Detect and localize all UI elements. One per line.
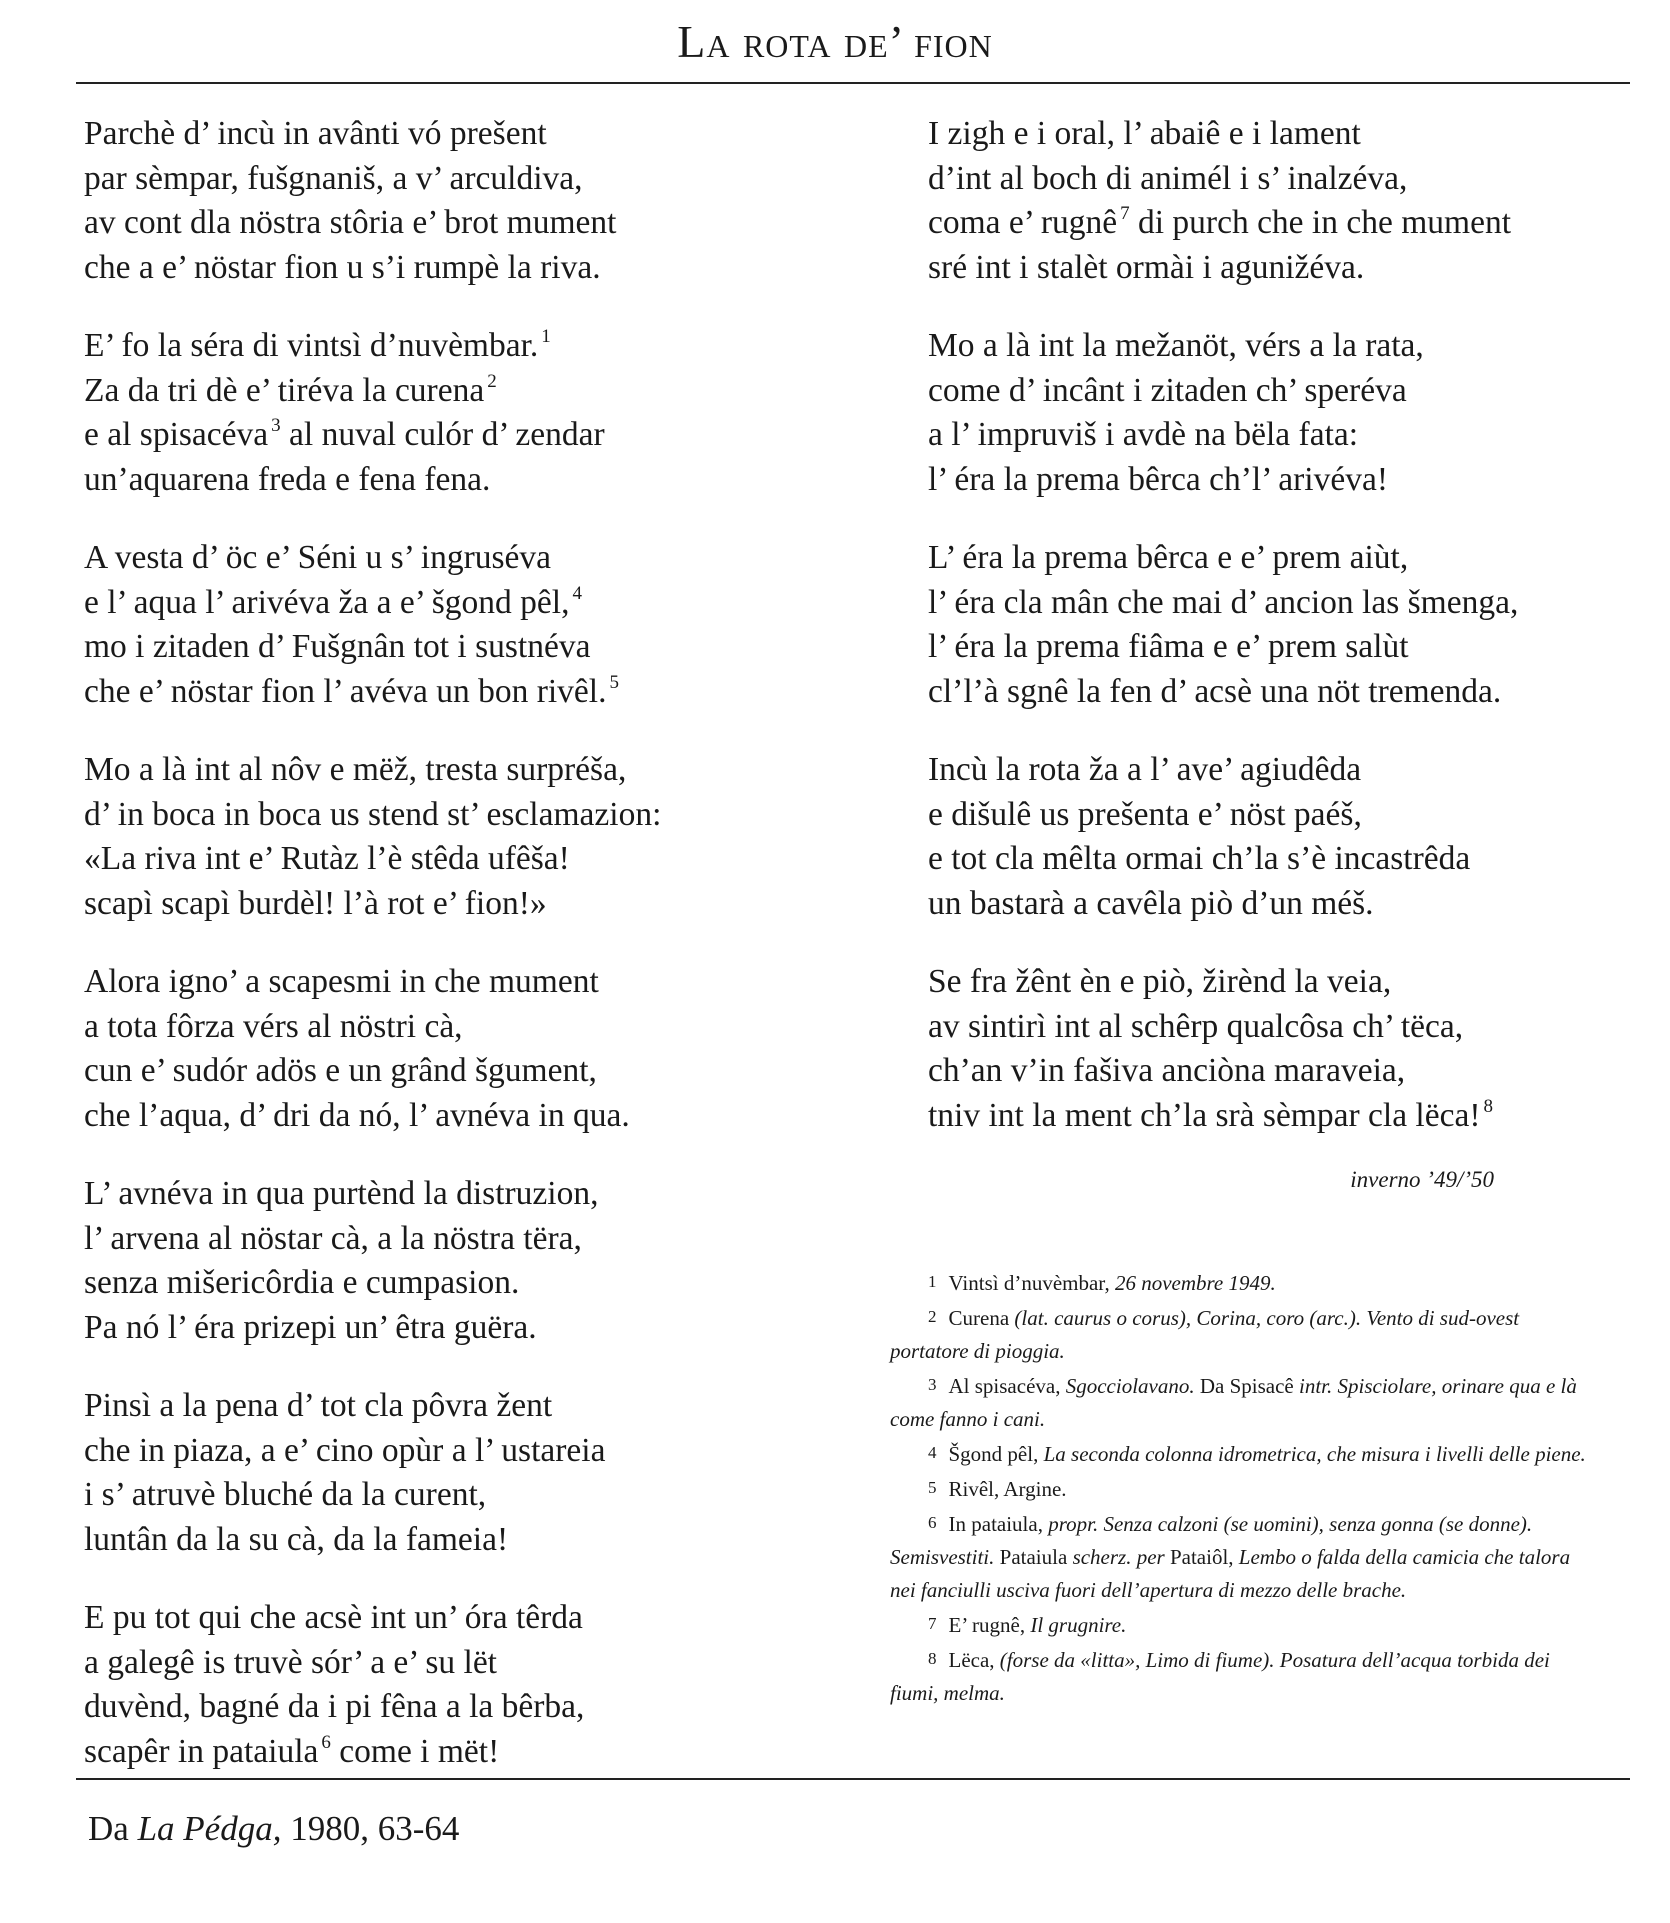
page-title: La rota de’ fion <box>677 16 993 67</box>
footnote: 5 Rivêl, Argine. <box>928 1477 1067 1501</box>
poem-line: l’ éra la prema fiâma e e’ prem salùt <box>928 628 1409 665</box>
footnote-mark: 7 <box>1120 203 1130 224</box>
poem-line: senza mišericôrdia e cumpasion. <box>84 1264 520 1301</box>
poem-line: e tot cla mêlta ormai ch’la s’è incastrêda <box>928 840 1471 877</box>
poem-line: Incù la rota ža a l’ ave’ agiudêda <box>928 751 1362 788</box>
stanza <box>84 748 844 926</box>
poem-line: «La riva int e’ Rutàz l’è stêda ufêša! <box>84 840 570 877</box>
footnote: 6 In pataiula, propr. Senza calzoni (se uomini), senza gonna (se donne). Semisvestiti. Pataiula scherz. per Pataiôl, Lembo o falda della camicia che talora nei fanciulli usciva fuori dell’apertura di mezzo delle brache. <box>890 1512 1571 1602</box>
poem-right-column <box>928 112 1628 1203</box>
poem-line: un bastarà a cavêla piò d’un méš. <box>928 884 1374 922</box>
poem-line: e al spisacéva $^3$ al nuval culór d’ zendar <box>84 415 605 453</box>
poem-line: a tota fôrza vérs al nöstri cà, <box>84 1007 463 1045</box>
poem-line: av sintirì int al schêrp qualcôsa ch’ tëca, <box>928 1007 1464 1045</box>
poem-line: A vesta d’ öc e’ Séni u s’ ingruséva <box>84 539 552 576</box>
bottom-rule <box>76 1778 1630 1780</box>
poem-line: luntân da la su cà, da la fameia! <box>84 1520 509 1558</box>
poem-line: cl’l’à sgnê la fen d’ acsè una nöt tremenda. <box>928 672 1502 710</box>
poem-line: Se fra žênt èn e piò, žirènd la veia, <box>928 963 1392 1000</box>
poem-line: L’ avnéva in qua purtènd la distruzion, <box>84 1175 599 1212</box>
poem-line: a l’ impruviš i avdè na bëla fata: <box>928 416 1359 453</box>
poem-line: tniv int la ment ch’la srà sèmpar cla lëca! $^8$ <box>928 1095 1494 1134</box>
footnote-mark: 1 <box>541 326 551 347</box>
poem-line: L’ éra la prema bêrca e e’ prem aiùt, <box>928 539 1409 576</box>
footnote: 8 Lëca, (forse da «litta», Limo di fiume). Posatura dell’acqua torbida dei fiumi, melma. <box>890 1648 1550 1705</box>
poem-line: che a e’ nöstar fion u s’i rumpè la riva. <box>84 248 601 286</box>
poem-line: Mo a là int al nôv e mëž, tresta surpréša, <box>84 751 627 788</box>
poem-date: inverno ’49/’50 <box>1350 1167 1494 1192</box>
poem-line: Pinsì a la pena d’ tot cla pôvra žent <box>84 1387 553 1424</box>
poem-line: E’ fo la séra di vintsì d’nuvèmbar. $^1$ <box>84 326 551 364</box>
poem-line: d’ in boca in boca us stend st’ esclamazion: <box>84 795 662 833</box>
stanza <box>928 324 1628 502</box>
poem-line: mo i zitaden d’ Fušgnân tot i sustnéva <box>84 628 591 665</box>
footnote-mark: 3 <box>271 415 281 436</box>
poem-line: Za da tri dè e’ tiréva la curena $^2$ <box>84 370 497 409</box>
stanza <box>84 1384 844 1562</box>
stanza <box>84 536 844 714</box>
source-citation: Da La Pédga, 1980, 63-64 <box>88 1809 460 1848</box>
poem-line: come d’ incânt i zitaden ch’ speréva <box>928 371 1407 409</box>
poem-left-column <box>84 112 844 1808</box>
poem-line: Pa nó l’ éra prizepi un’ êtra guëra. <box>84 1308 537 1346</box>
footnote: 7 E’ rugnê, Il grugnire. <box>928 1613 1127 1637</box>
footnote: 2 Curena (lat. caurus o corus), Corina, coro (arc.). Vento di sud-ovest portatore di pioggia. <box>890 1306 1520 1363</box>
poem-line: e l’ aqua l’ arivéva ža a e’ šgond pêl, $^4$ <box>84 582 582 621</box>
stanza <box>84 960 844 1138</box>
poem-line: d’int al boch di animél i s’ inalzéva, <box>928 159 1408 197</box>
poem-line: Alora igno’ a scapesmi in che mument <box>84 963 599 1000</box>
poem-line: cun e’ sudór adös e un grând šgument, <box>84 1052 597 1089</box>
footnote-mark: 5 <box>609 671 619 693</box>
footnote: 3 Al spisacéva, Sgocciolavano. Da Spisacê intr. Spisciolare, orinare qua e là come fanno i cani. <box>890 1374 1577 1431</box>
stanza <box>928 112 1628 290</box>
poem-line: che e’ nöstar fion l’ avéva un bon rivêl. $^5$ <box>84 671 619 710</box>
stanza <box>84 1172 844 1350</box>
poem-line: E pu tot qui che acsè int un’ óra têrda <box>84 1599 583 1636</box>
poem-line: duvènd, bagné da i pi fêna a la bêrba, <box>84 1688 585 1725</box>
poem-line: I zigh e i oral, l’ abaiê e i lament <box>928 115 1361 152</box>
footnote-mark: 4 <box>572 582 582 604</box>
poem-line: av cont dla nöstra stôria e’ brot mument <box>84 204 617 241</box>
poem-line: sré int i stalèt ormài i agunižéva. <box>928 248 1365 286</box>
footnote-mark: 8 <box>1483 1095 1494 1117</box>
footnote: 4 Šgond pêl, La seconda colonna idrometrica, che misura i livelli delle piene. <box>928 1442 1586 1466</box>
footnote: 1 Vintsì d’nuvèmbar, 26 novembre 1949. <box>928 1271 1276 1295</box>
top-rule <box>76 82 1630 84</box>
poem-line: coma e’ rugnê $^7$ di purch che in che mument <box>928 203 1512 241</box>
poem-line: a galegê is truvè sór’ a e’ su lët <box>84 1643 497 1681</box>
stanza <box>84 112 844 290</box>
poem-line: scapì scapì burdèl! l’à rot e’ fion!» <box>84 884 547 922</box>
stanza <box>928 536 1628 714</box>
footnote-mark: 2 <box>487 370 497 392</box>
poem-line: i s’ atruvè bluché da la curent, <box>84 1476 487 1513</box>
footnote-mark: 6 <box>321 1731 331 1753</box>
footnotes <box>890 1265 1600 1710</box>
poem-line: un’aquarena freda e fena fena. <box>84 460 491 498</box>
poem-line: l’ arvena al nöstar cà, a la nöstra tëra, <box>84 1219 582 1257</box>
poem-line: ch’an v’in fašiva anciòna maraveia, <box>928 1052 1406 1089</box>
stanza <box>84 1596 844 1774</box>
poem-line: l’ éra cla mân che mai d’ ancion las šmenga, <box>928 583 1519 621</box>
poem-line: che in piaza, a e’ cino opùr a l’ ustareia <box>84 1431 606 1469</box>
stanza <box>928 748 1628 926</box>
poem-line: par sèmpar, fušgnaniš, a v’ arculdiva, <box>84 159 583 197</box>
poem-line: che l’aqua, d’ dri da nó, l’ avnéva in qua. <box>84 1096 630 1134</box>
poem-line: scapêr in pataiula $^6$ come i mët! <box>84 1731 500 1770</box>
poem-line: l’ éra la prema bêrca ch’l’ arivéva! <box>928 460 1388 498</box>
poem-line: e dišulê us prešenta e’ nöst paéš, <box>928 795 1362 833</box>
stanza <box>928 960 1628 1138</box>
poem-line: Mo a là int la mežanöt, vérs a la rata, <box>928 327 1424 364</box>
stanza <box>84 324 844 502</box>
poem-line: Parchè d’ incù in avânti vó prešent <box>84 115 547 152</box>
